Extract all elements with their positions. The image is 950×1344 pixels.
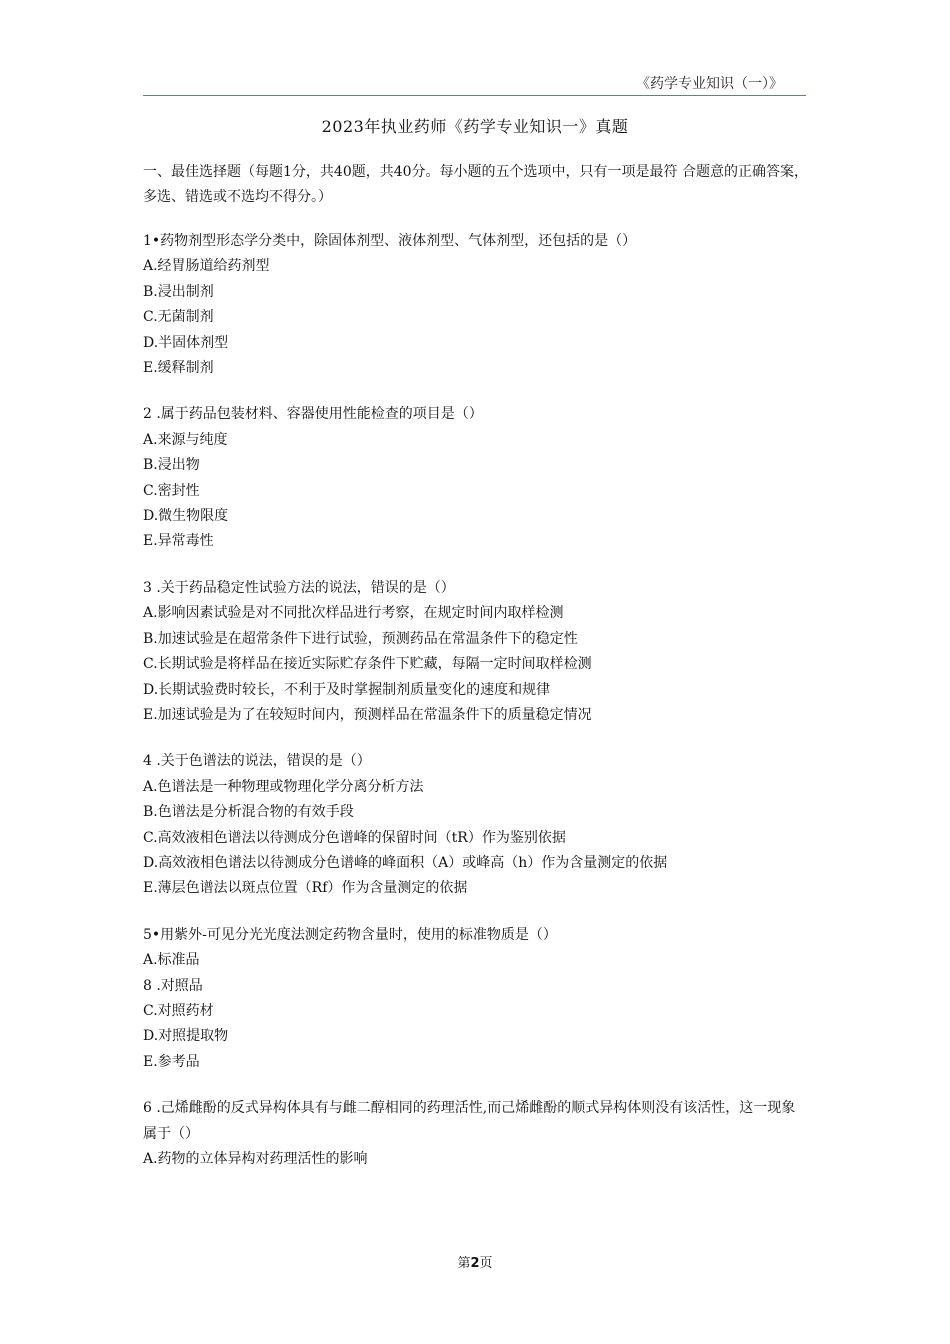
option-a: A.经胃肠道给药剂型 (143, 258, 270, 275)
option-c: C.对照药材 (143, 1002, 214, 1019)
question-5 (143, 923, 808, 1075)
page-footer (0, 1252, 950, 1271)
page-number: 2 (470, 1256, 480, 1271)
document-title: 2023年执业药师《药学专业知识一》真题 (321, 117, 629, 136)
option-e: E.异常毒性 (143, 533, 214, 550)
option-d: D.高效液相色谱法以待测成分色谱峰的峰面积（A）或峰高（h）作为含量测定的依据 (143, 854, 668, 871)
option-d: D.微生物限度 (143, 508, 229, 525)
option-b: B.浸出制剂 (143, 283, 214, 300)
option-d: D.长期试验费时较长，不利于及时掌握制剂质量变化的速度和规律 (143, 681, 551, 698)
option-a: A.标准品 (143, 952, 200, 969)
question-text: 1•药物剂型形态学分类中，除固体剂型、液体剂型、气体剂型，还包括的是（） (143, 233, 637, 249)
question-2 (143, 402, 808, 554)
option-b: B.加速试验是在超常条件下进行试验，预测药品在常温条件下的稳定性 (143, 630, 578, 647)
question-6 (143, 1096, 808, 1172)
page-label-suffix: 页 (479, 1256, 493, 1271)
option-b: 8 .对照品 (143, 977, 203, 994)
section-intro: 一、最佳选择题（每题1分，共40题，共40分。每小题的五个选项中，只有一项是最符 合题意的正确答案，多选、错选或不选均不得分。） (143, 164, 808, 205)
question-text: 6 .己烯雌酚的反式异构体具有与雌二醇相同的药理活性,而己烯雌酚的顺式异构体则没有该活性，这一现象属于（） (143, 1100, 796, 1142)
question-text: 3 .关于药品稳定性试验方法的说法，错误的是（） (143, 579, 455, 596)
question-text: 2 .属于药品包装材料、容器使用性能检查的项目是（） (143, 406, 483, 423)
option-e: E.加速试验是为了在较短时间内，预测样品在常温条件下的质量稳定情况 (143, 706, 592, 723)
document-body (143, 160, 808, 1193)
question-text: 5•用紫外-可见分光光度法测定药物含量时，使用的标准物质是（） (143, 926, 557, 943)
option-e: E.缓释制剂 (143, 360, 214, 377)
option-d: D.对照提取物 (143, 1028, 229, 1045)
running-header-title: 《药学专业知识（一）》 (636, 76, 783, 92)
option-c: C.长期试验是将样品在接近实际贮存条件下贮藏，每隔一定时间取样检测 (143, 656, 592, 673)
option-c: C.无菌制剂 (143, 309, 214, 326)
question-text: 4 .关于色谱法的说法，错误的是（） (143, 753, 371, 770)
option-e: E.薄层色谱法以斑点位置（Rf）作为含量测定的依据 (143, 880, 468, 897)
page-label-prefix: 第 (457, 1256, 471, 1271)
option-b: B.浸出物 (143, 457, 200, 474)
option-a: A.来源与纯度 (143, 431, 228, 448)
option-a: A.色谱法是一种物理或物理化学分离分析方法 (143, 778, 424, 795)
option-d: D.半固体剂型 (143, 334, 229, 351)
option-c: C.密封性 (143, 482, 200, 499)
option-b: B.色谱法是分析混合物的有效手段 (143, 804, 354, 821)
question-3 (143, 576, 808, 728)
option-a: A.药物的立体异构对药理活性的影响 (143, 1151, 368, 1167)
option-a: A.影响因素试验是对不同批次样品进行考察，在规定时间内取样检测 (143, 605, 564, 622)
question-1 (143, 229, 808, 381)
option-e: E.参考品 (143, 1053, 200, 1070)
question-4 (143, 749, 808, 901)
header-divider (143, 95, 806, 96)
option-c: C.高效液相色谱法以待测成分色谱峰的保留时间（tR）作为鉴别依据 (143, 829, 566, 846)
